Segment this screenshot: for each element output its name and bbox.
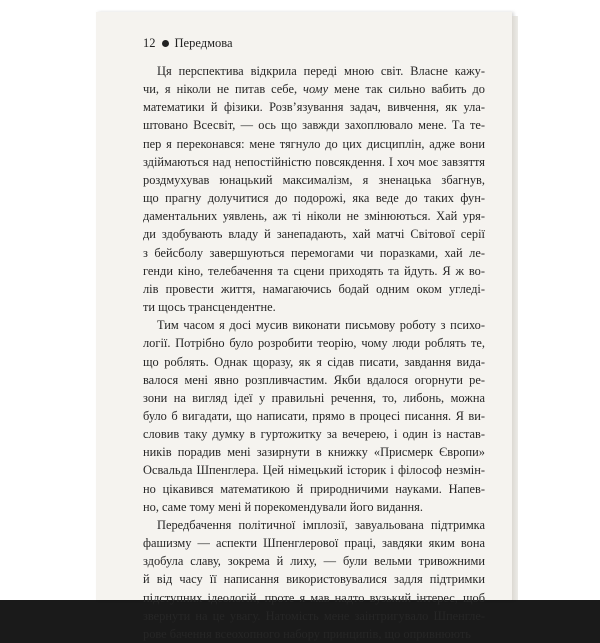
emphasis: чому <box>303 82 329 97</box>
text-line: Ця перспектива відкрила переді мною світ. Власне кажу- <box>157 64 485 78</box>
text-line: що роблять. Однак щоразу, як я сідав писати, завдання вида- <box>143 354 485 369</box>
text-line: зони на вигляд ідеї у правильні речення, то, либонь, можна <box>143 390 485 405</box>
text-line: й від часу її написання використовувалися задля підтримки <box>143 572 485 587</box>
text-line: логії. Потрібно було розробити теорію, чому люди роблять те, <box>143 336 485 351</box>
text-line: з бейсболу завершуються перемогами чи поразками, хай ле- <box>143 245 485 260</box>
running-head <box>143 36 233 51</box>
text-line: здіймаються над непостійністю повсякдення. І хоч моє завзяття <box>143 154 485 169</box>
bullet-icon <box>162 40 169 47</box>
text-line: підступних ідеологій, проте я мав надто вузький інтерес, щоб <box>143 590 485 605</box>
text-line: генди кіно, телебачення та сцени приходять та йдуть. Я ж во- <box>143 263 485 278</box>
text-line: но, саме тому мені й порекомендували його видання. <box>143 499 423 514</box>
text-line: словив таку думку в гуртожитку за вечерею, і один із настав- <box>143 427 485 442</box>
text-line: Освальда Шпенглера. Цей німецький історик і філософ незмін- <box>143 463 485 478</box>
text-line: що прагну долучитися до подорожі, яка веде до таких фун- <box>143 191 485 206</box>
text-line: рове бачення всеохопного набору принципів, що опривнюють <box>143 626 471 641</box>
book-page <box>96 12 512 641</box>
text-line: Тим часом я досі мусив виконати письмову роботу з психо- <box>157 318 485 333</box>
text-line: Передбачення політичної імплозії, завуальована підтримка <box>157 517 485 532</box>
text-line: роздмухував юнацький максималізм, я зненацька збагнув, <box>143 172 485 187</box>
text-line: чи, я ніколи не питав себе, чому мене так сильно вабить до <box>143 82 485 97</box>
text-line: ди здобувають владу й занепадають, хай матчі Світової серії <box>143 227 485 242</box>
paragraph <box>143 62 485 316</box>
text-line: ників порадив мені зазирнути в книжку «Присмерк Європи» <box>143 445 485 460</box>
text-line: валося мені явно розпливчастим. Якби вдалося огорнути ре- <box>143 372 485 387</box>
page-edge <box>512 16 518 600</box>
text-line: даментальних уявлень, аж ті ніколи не змінюються. Хай уря- <box>143 209 485 224</box>
text-line: було б вигадати, що написати, прямо в процесі писання. Я ви- <box>143 408 485 423</box>
paragraph <box>143 516 485 643</box>
paragraph <box>143 316 485 516</box>
text-line: штовано Всесвіт, — ось що завжди захоплювало мене. Та те- <box>143 118 485 133</box>
page-number: 12 <box>143 36 156 50</box>
text-line: пер я переконався: мене тягнуло до цих дисциплін, адже вони <box>143 136 485 151</box>
text-line: фашизму — аспекти Шпенглерової праці, завдяки яким вона <box>143 536 485 551</box>
text-line: звернути на це увагу. Натомість мене заінтригувало Шпенгле- <box>143 608 485 623</box>
text-line: лів провести життя, намагаючись бодай одним оком угледі- <box>143 281 485 296</box>
text-line: математики й фізики. Розв’язування задач, вивчення, як ула- <box>143 100 485 115</box>
section-title: Передмова <box>174 36 233 50</box>
text-line: здобула славу, зокрема й лиху, — були вельми тривожними <box>143 554 485 569</box>
body-text <box>143 62 485 643</box>
text-line: но цікавився математикою й природничими науками. Напев- <box>143 481 485 496</box>
text-line: ти щось трансцендентне. <box>143 300 276 315</box>
